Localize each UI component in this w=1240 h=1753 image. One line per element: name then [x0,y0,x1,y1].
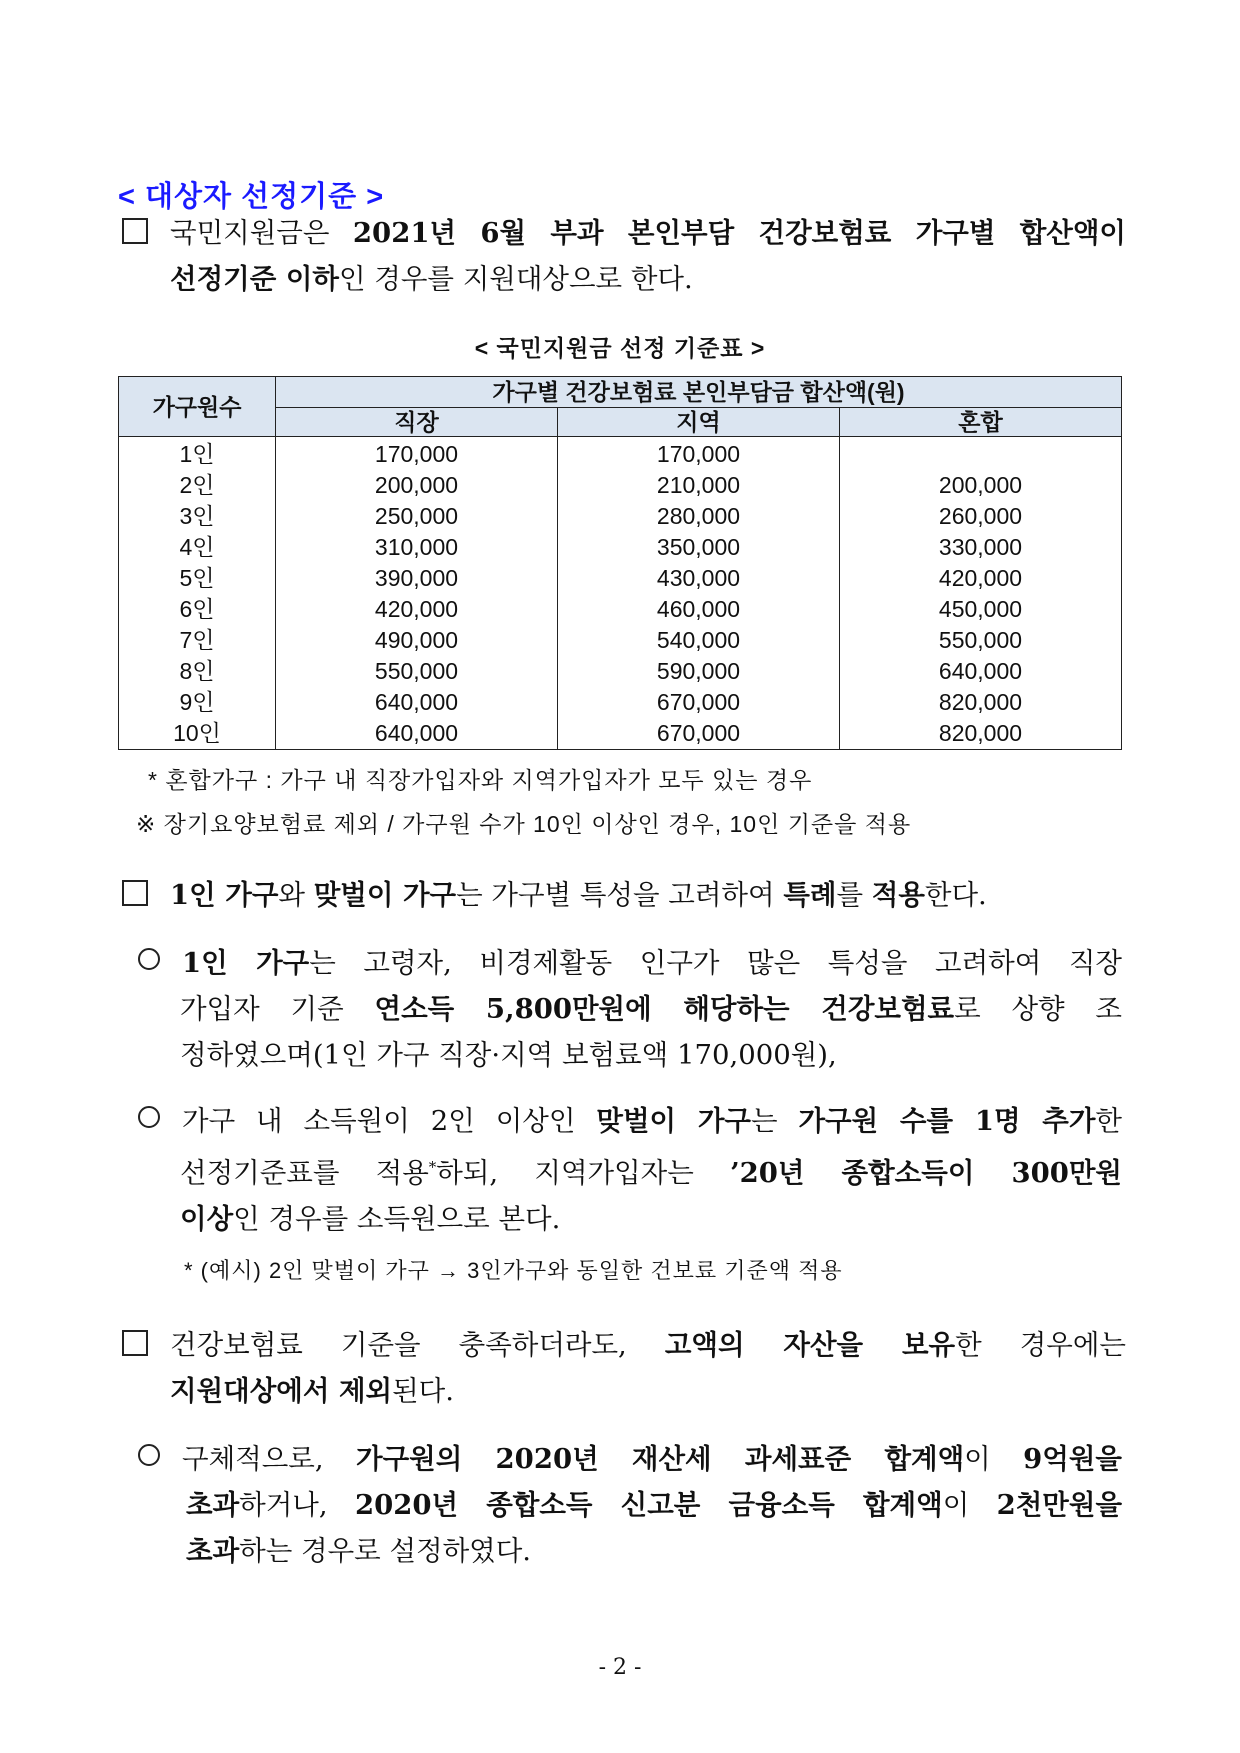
text: 하되, 지역가입자는 [436,1157,731,1190]
cell-region: 460,000 [558,594,840,625]
cell-mixed: 200,000 [840,470,1122,501]
text: 선정기준표를 적용 [180,1157,429,1190]
emphasis: 선정기준 이하 [170,263,339,295]
text: 와 [278,879,314,911]
cell-size: 9인 [119,687,276,718]
text: 국민지원금은 [170,217,353,249]
emphasis: ’20년 종합소득이 300만원 [730,1157,1123,1190]
emphasis: 맞벌이 가구 [596,1105,751,1137]
cell-mixed: 640,000 [840,656,1122,687]
text: 이 [942,1489,997,1521]
cell-mixed: 330,000 [840,532,1122,563]
criteria-table [118,376,1122,750]
text: 이 [964,1443,1024,1475]
paragraph-special-cases [122,872,1126,918]
cell-region: 170,000 [558,437,840,471]
table-row [119,532,1122,563]
cell-region: 430,000 [558,563,840,594]
text: 한 [1095,1105,1122,1137]
text: 한 경우에는 [955,1329,1126,1361]
header-work: 직장 [276,408,558,437]
sub-bullet-single-household [138,940,1122,1078]
cell-size: 1인 [119,437,276,471]
emphasis: 가구원의 2020년 재산세 과세표준 합계액 [356,1443,965,1475]
circle-bullet-icon [138,948,160,970]
text: 는 [750,1105,799,1137]
emphasis: 초과 [186,1489,240,1521]
cell-region: 210,000 [558,470,840,501]
cell-region: 540,000 [558,625,840,656]
emphasis: 지원대상에서 제외 [170,1375,393,1407]
sub-bullet-asset-details [138,1436,1122,1574]
table-row [119,718,1122,750]
cell-region: 280,000 [558,501,840,532]
cell-mixed: 260,000 [840,501,1122,532]
cell-region: 350,000 [558,532,840,563]
text: 하거나, [239,1489,355,1521]
emphasis: 이상 [180,1203,234,1236]
emphasis: 2천만원을 [996,1489,1123,1521]
emphasis: 적용 [871,879,925,911]
cell-size: 10인 [119,718,276,750]
text: 된다. [392,1375,454,1407]
emphasis: 2020년 종합소득 신고분 금융소득 합계액 [354,1489,943,1521]
paragraph-criteria [122,210,1126,302]
circle-bullet-icon [138,1444,160,1466]
cell-work: 250,000 [276,501,558,532]
table-row [119,470,1122,501]
sub-bullet-dual-income [138,1098,1122,1242]
checkbox-bullet-icon [122,1330,148,1356]
table-row [119,625,1122,656]
header-region: 지역 [558,408,840,437]
cell-work: 640,000 [276,687,558,718]
header-group: 가구별 건강보험료 본인부담금 합산액(원) [276,377,1122,408]
cell-work: 420,000 [276,594,558,625]
cell-work: 310,000 [276,532,558,563]
paragraph-asset-exclusion [122,1322,1126,1414]
cell-mixed: 550,000 [840,625,1122,656]
cell-region: 590,000 [558,656,840,687]
text: 를 [836,879,872,911]
text: 인 경우를 소득원으로 본다. [233,1203,561,1236]
emphasis: 초과 [186,1535,240,1567]
header-household-size: 가구원수 [119,377,276,437]
cell-size: 7인 [119,625,276,656]
emphasis: 특례 [783,879,837,911]
checkbox-bullet-icon [122,218,148,244]
text: 하는 경우로 설정하였다. [239,1535,532,1567]
cell-mixed: 450,000 [840,594,1122,625]
circle-bullet-icon [138,1106,160,1128]
cell-work: 550,000 [276,656,558,687]
table-row [119,594,1122,625]
table-row [119,656,1122,687]
text: 가구 내 소득원이 2인 이상인 [182,1105,597,1137]
cell-mixed: 820,000 [840,718,1122,750]
note-exclusion: ※ 장기요양보험료 제외 / 가구원 수가 10인 이상인 경우, 10인 기준을 적용 [136,811,912,837]
text: 한다. [924,879,987,911]
cell-mixed [840,437,1122,471]
table-row [119,501,1122,532]
table-row [119,687,1122,718]
text: 가입자 기준 [180,993,375,1025]
checkbox-bullet-icon [122,880,148,906]
footnote-mark: * [428,1158,437,1176]
text: 는 고령자, 비경제활동 인구가 많은 특성을 고려하여 직장 [309,947,1122,979]
emphasis: 연소득 5,800만원에 해당하는 건강보험료 [374,993,955,1025]
cell-mixed: 820,000 [840,687,1122,718]
cell-size: 5인 [119,563,276,594]
text: 구체적으로, [182,1443,357,1475]
cell-work: 390,000 [276,563,558,594]
header-mixed: 혼합 [840,408,1122,437]
text: 는 가구별 특성을 고려하여 [456,879,784,911]
cell-size: 6인 [119,594,276,625]
emphasis: 가구원 수를 1명 추가 [798,1105,1096,1137]
cell-region: 670,000 [558,687,840,718]
text: 정하였으며(1인 가구 직장·지역 보험료액 170,000원), [180,1039,837,1071]
emphasis: 1인 가구 [182,947,310,979]
note-example: * (예시) 2인 맞벌이 가구 → 3인가구와 동일한 건보료 기준액 적용 [184,1258,843,1283]
section-heading: < 대상자 선정기준 > [118,181,385,213]
text: 인 경우를 지원대상으로 한다. [338,263,693,295]
cell-mixed: 420,000 [840,563,1122,594]
text: 로 상향 조 [954,993,1122,1025]
table-row [119,437,1122,471]
cell-work: 170,000 [276,437,558,471]
cell-region: 670,000 [558,718,840,750]
cell-work: 200,000 [276,470,558,501]
emphasis: 맞벌이 가구 [313,879,457,911]
emphasis: 1인 가구 [170,879,279,911]
cell-size: 4인 [119,532,276,563]
text: 건강보험료 기준을 충족하더라도, [170,1329,665,1361]
emphasis: 9억원을 [1023,1443,1122,1475]
cell-size: 3인 [119,501,276,532]
emphasis: 고액의 자산을 보유 [664,1329,956,1361]
note-mixed-household: * 혼합가구 : 가구 내 직장가입자와 지역가입자가 모두 있는 경우 [148,767,813,793]
cell-size: 2인 [119,470,276,501]
table-row [119,563,1122,594]
cell-work: 490,000 [276,625,558,656]
cell-size: 8인 [119,656,276,687]
emphasis: 2021년 6월 부과 본인부담 건강보험료 가구별 합산액이 [352,217,1126,249]
table-title: < 국민지원금 선정 기준표 > [474,335,766,361]
cell-work: 640,000 [276,718,558,750]
page-number: - 2 - [598,1655,642,1680]
